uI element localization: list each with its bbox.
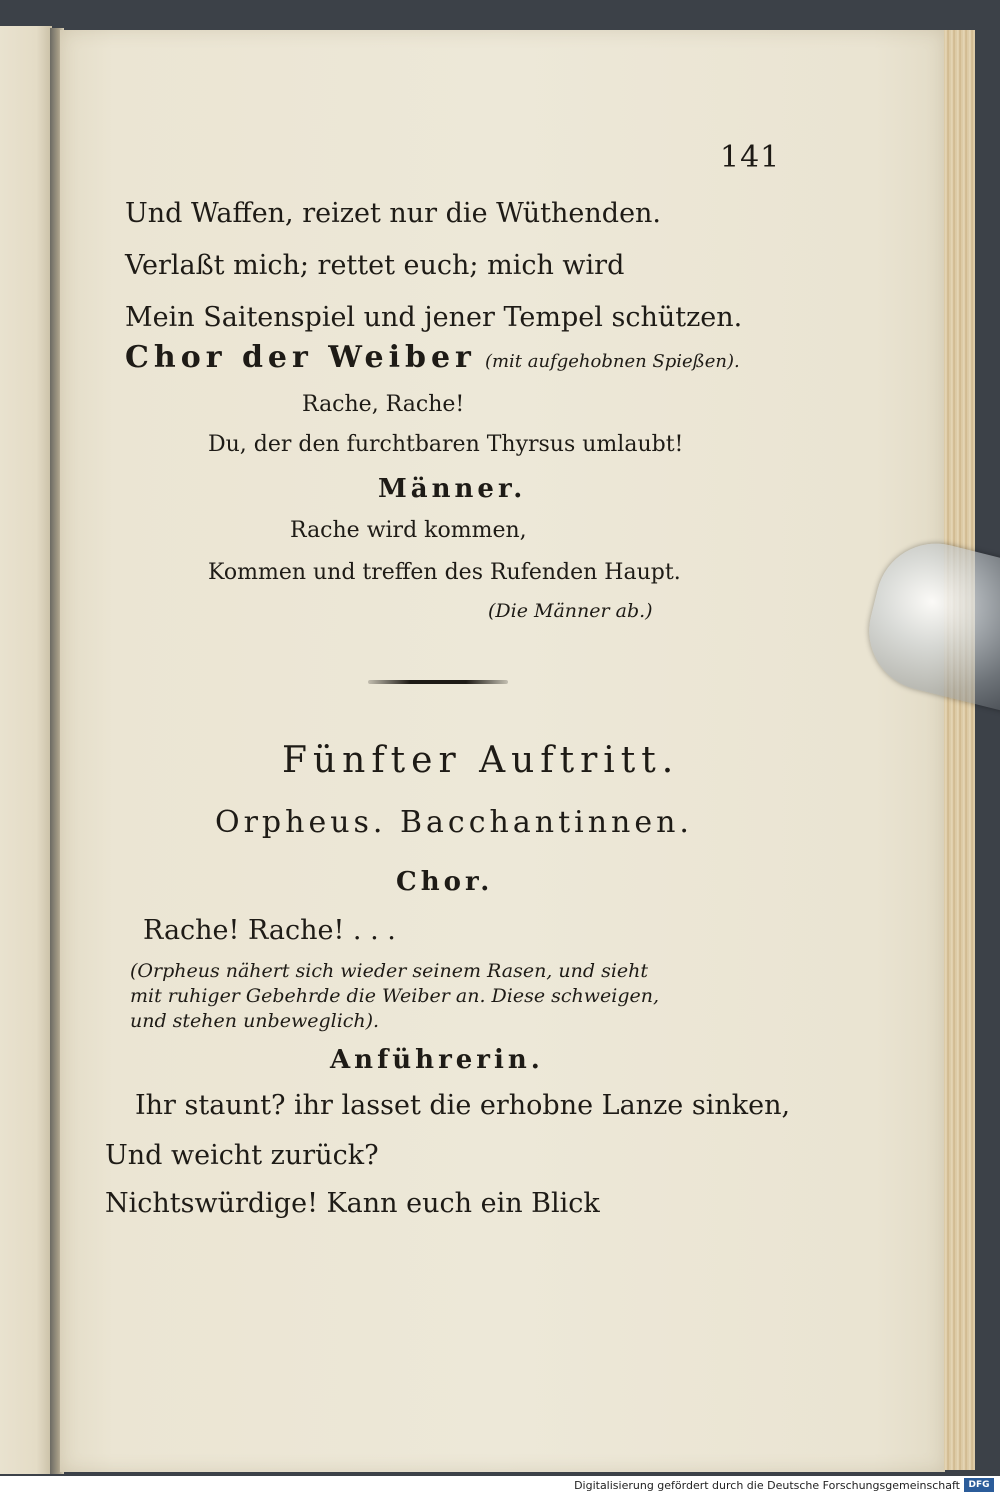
stage-direction: mit ruhiger Gebehrde die Weiber an. Diese schweigen, — [130, 985, 660, 1007]
verse-line: Und weicht zurück? — [105, 1140, 379, 1171]
stage-direction: (Orpheus nähert sich wieder seinem Rasen, und sieht — [130, 960, 649, 982]
scene-cast: Orpheus. Bacchantinnen. — [215, 805, 693, 840]
stage-direction: (Die Männer ab.) — [488, 600, 653, 622]
footer-bar — [0, 1476, 1000, 1496]
edge-shadow — [975, 30, 1000, 1476]
page-stack-edges — [944, 30, 978, 1470]
speaker-line — [125, 340, 740, 375]
funding-notice: Digitalisierung gefördert durch die Deutsche Forschungsgemeinschaft — [574, 1479, 960, 1492]
verse-line: Und Waffen, reizet nur die Wüthenden. — [125, 198, 662, 229]
section-divider — [368, 680, 508, 684]
stage-direction: und stehen unbeweglich). — [130, 1010, 380, 1032]
speaker-name: Männer. — [378, 474, 527, 504]
dfg-logo-icon: DFG — [964, 1478, 994, 1492]
verse-line: Nichtswürdige! Kann euch ein Blick — [105, 1188, 600, 1219]
speaker-name: Chor. — [396, 867, 494, 897]
stage-direction: (mit aufgehobnen Spießen). — [484, 351, 740, 372]
page-number: 141 — [720, 140, 781, 175]
speaker-name: Anführerin. — [330, 1045, 544, 1075]
verse-line: Rache, Rache! — [302, 392, 465, 417]
verse-line: Verlaßt mich; rettet euch; mich wird — [125, 250, 625, 281]
verse-line: Mein Saitenspiel und jener Tempel schützen. — [125, 302, 743, 333]
previous-page-edge — [0, 26, 52, 1474]
speaker-name: Chor der Weiber — [125, 340, 476, 375]
verse-line: Kommen und treffen des Rufenden Haupt. — [208, 560, 681, 585]
verse-line: Ihr staunt? ihr lasset die erhobne Lanze sinken, — [135, 1090, 791, 1121]
scene-heading: Fünfter Auftritt. — [282, 740, 680, 781]
verse-line: Rache wird kommen, — [290, 518, 527, 543]
verse-line: Rache! Rache! . . . — [143, 915, 396, 946]
verse-line: Du, der den furchtbaren Thyrsus umlaubt! — [208, 432, 684, 457]
